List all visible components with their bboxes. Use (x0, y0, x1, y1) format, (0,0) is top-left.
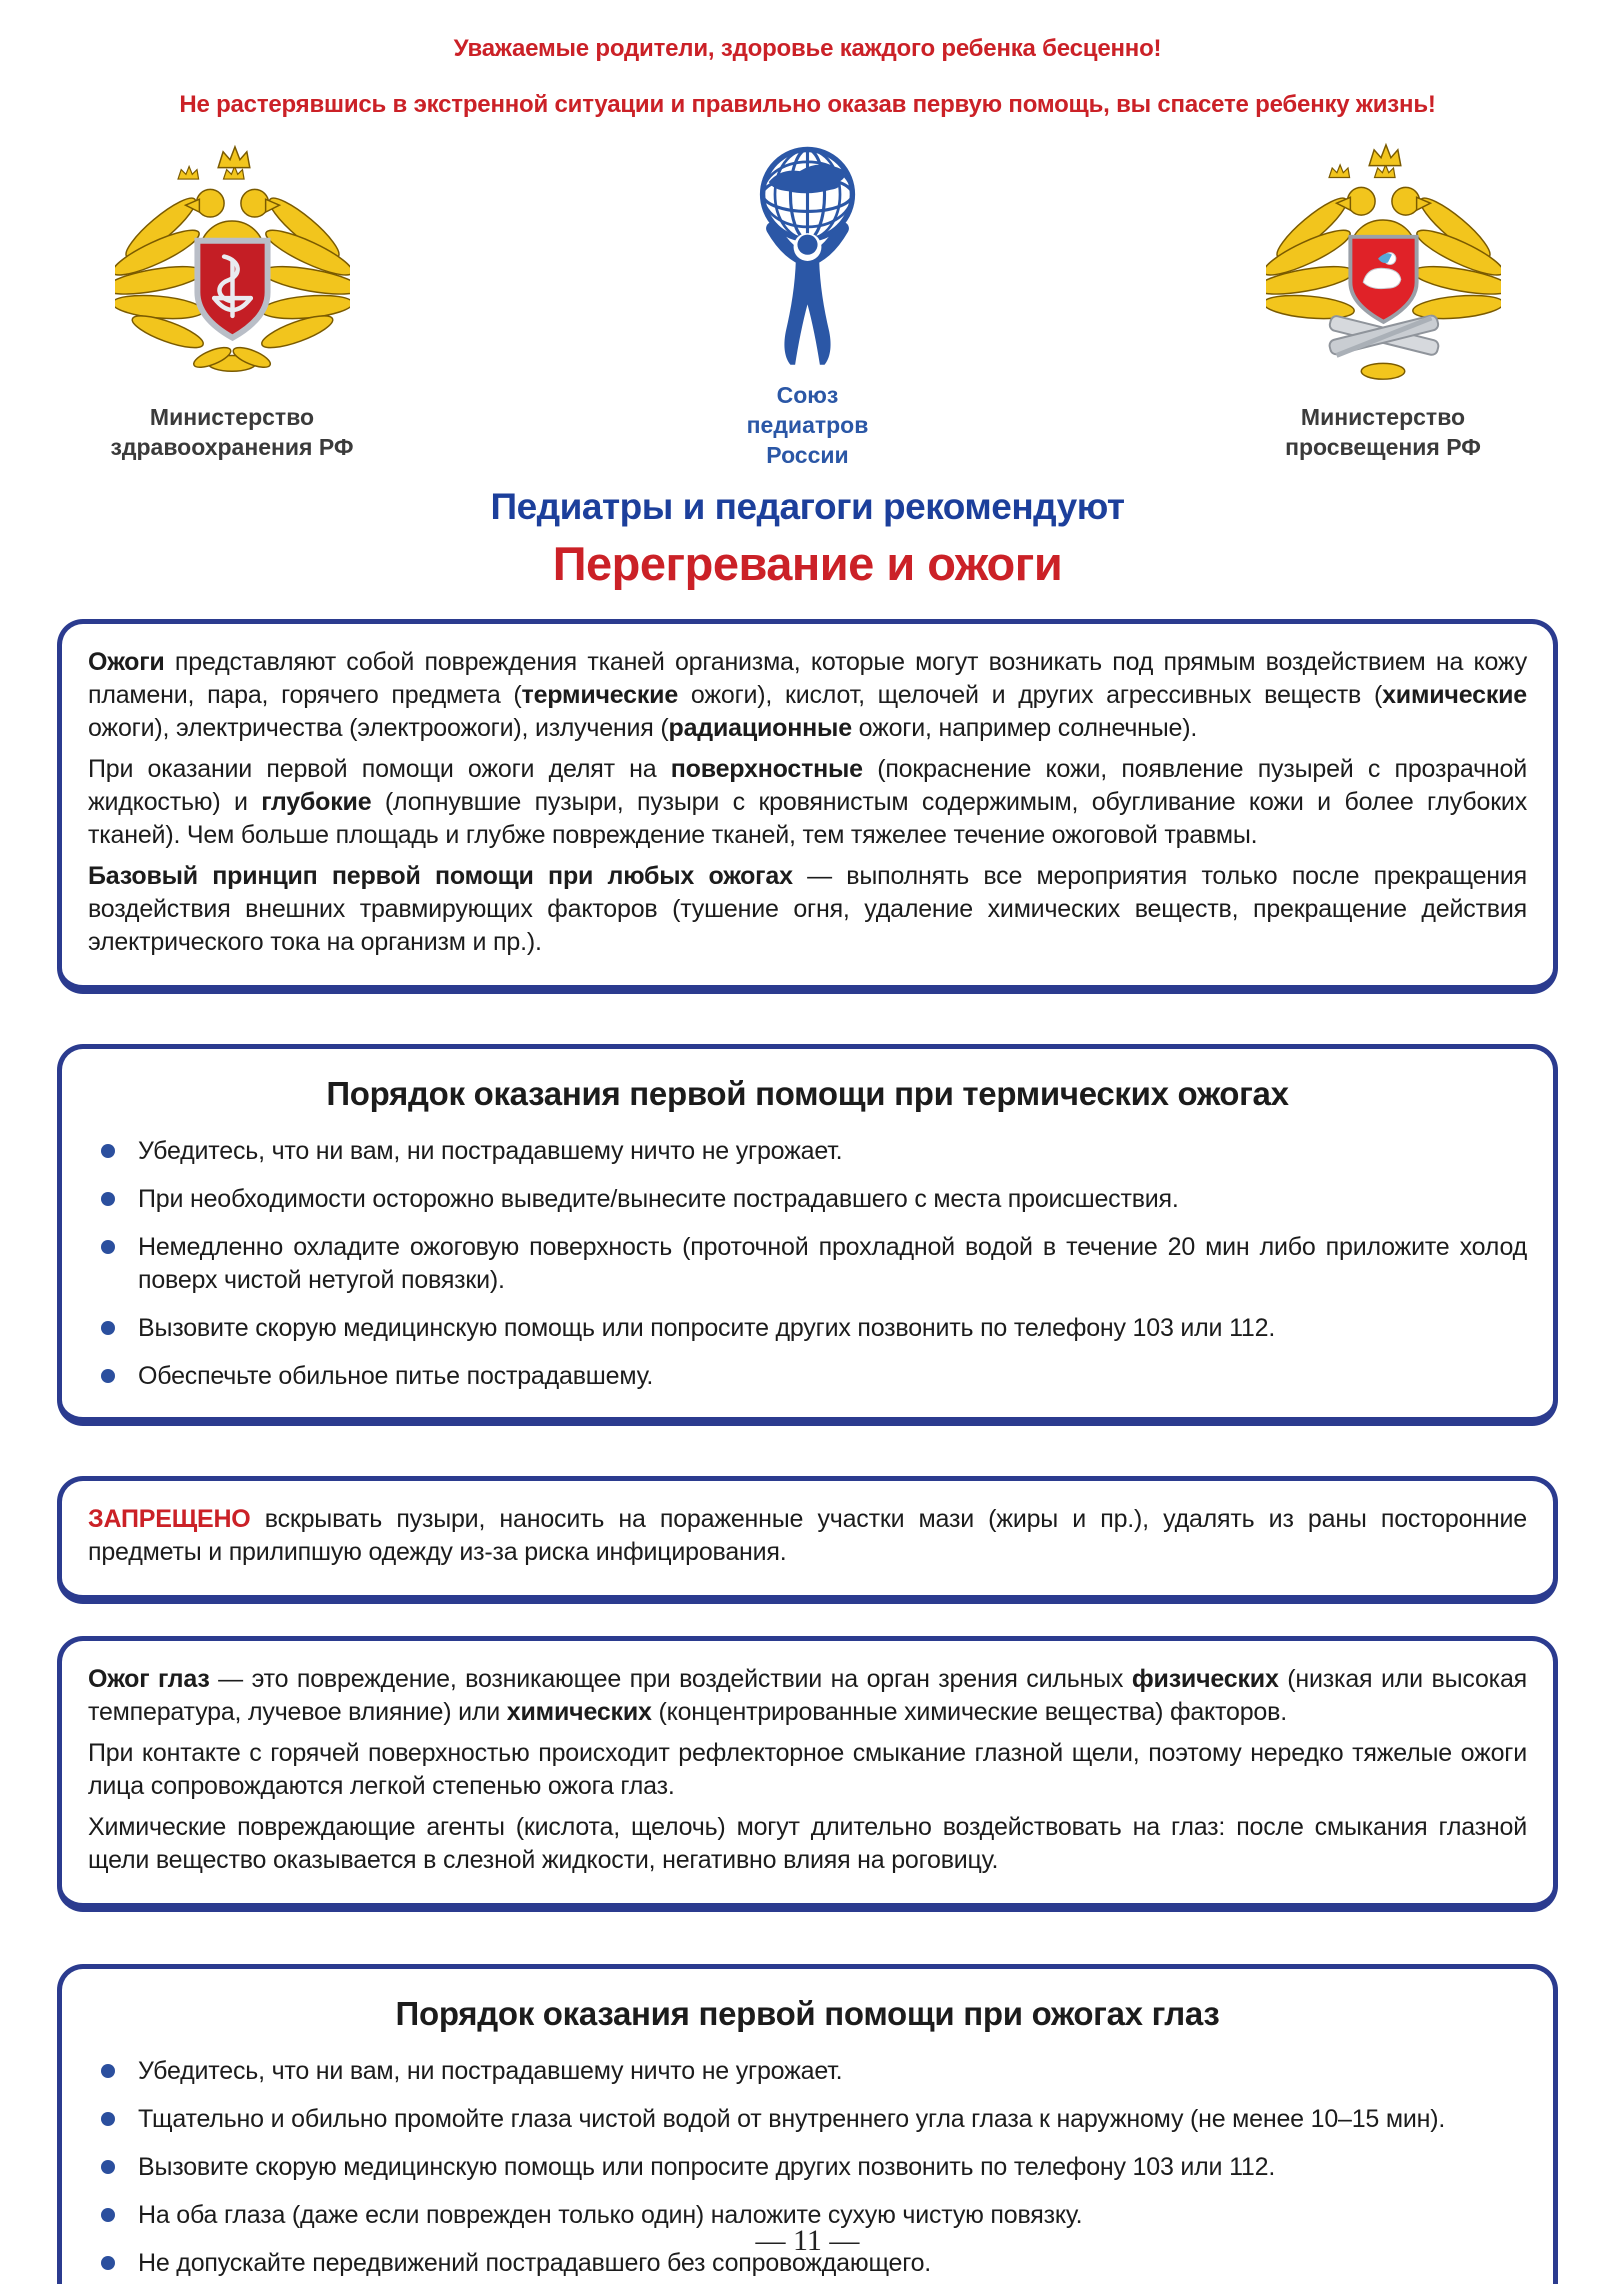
eye-burn-paragraph: Ожог глаз — это повреждение, возникающее при воздействии на орган зрения сильных физических (низкая или высокая температура, лучевое влияние) или химических (концентрированные химические вещества) факторов. (88, 1665, 1527, 1726)
intro-box (57, 619, 1558, 994)
bullet-icon (101, 1369, 115, 1383)
intro-paragraph: При оказании первой помощи ожоги делят на поверхностные (покраснение кожи, появление пузырей с прозрачной жидкостью) и глубокие (лопнувшие пузыри, пузыри с кровянистым содержимым, обугливание кожи и более глубоких тканей). Чем больше площадь и глубже повреждение тканей, тем тяжелее течение ожоговой травмы. (88, 755, 1527, 849)
bullet-icon (101, 1144, 115, 1158)
bullet-icon (101, 1321, 115, 1335)
bullet-text: На оба глаза (даже если поврежден только один) наложите сухую чистую повязку. (138, 2201, 1083, 2229)
thermal-aid-list (88, 1135, 1527, 1393)
bullet-text: Вызовите скорую медицинскую помощь или попросите других позвонить по телефону 103 или 112. (138, 1314, 1276, 1342)
logos-row (0, 134, 1615, 470)
bullet-text: Убедитесь, что ни вам, ни пострадавшему ничто не угрожает. (138, 2057, 843, 2085)
eye-aid-title: Порядок оказания первой помощи при ожогах глаз (395, 1995, 1220, 2032)
forbidden-box (57, 1476, 1558, 1604)
intro-paragraph: Базовый принцип первой помощи при любых ожогах — выполнять все мероприятия только после прекращения воздействия внешних травмирующих факторов (тушение огня, удаление химических веществ, прекращение действия электрического тока на организм и пр.). (88, 862, 1527, 956)
bullet-text: Обеспечьте обильное питье пострадавшему. (138, 1362, 654, 1390)
list-item (88, 1312, 1527, 1345)
bullet-icon (101, 2112, 115, 2126)
list-item (88, 1231, 1527, 1297)
eye-burn-info-box (57, 1636, 1558, 1912)
list-item (88, 2151, 1527, 2184)
recommend-subtitle: Педиатры и педагоги рекомендуют (490, 486, 1125, 527)
forbidden-text: ЗАПРЕЩЕНО вскрывать пузыри, наносить на пораженные участки мази (жиры и пр.), удалять из раны посторонние предметы и прилипшую одежду из-за риска инфицирования. (88, 1505, 1527, 1566)
bullet-text: При необходимости осторожно выведите/вынесите пострадавшего с места происшествия. (138, 1185, 1179, 1213)
pediatric-union-caption: Союз педиатров России (746, 382, 869, 468)
bullet-icon (101, 2064, 115, 2078)
health-ministry-emblem-icon (115, 134, 350, 396)
pediatric-union-logo-block (658, 134, 958, 470)
thermal-aid-box (57, 1044, 1558, 1426)
bullet-text: Немедленно охладите ожоговую поверхность (проточной прохладной водой в течение 20 мин либо приложите холод поверх чистой нетугой повязки). (138, 1233, 1527, 1294)
bullet-text: Тщательно и обильно промойте глаза чистой водой от внутреннего угла глаза к наружному (не менее 10–15 мин). (138, 2105, 1446, 2133)
pediatric-union-icon (730, 134, 885, 374)
list-item (88, 1183, 1527, 1216)
bullet-icon (101, 2208, 115, 2222)
header-line-2: Не растерявшись в экстренной ситуации и правильно оказав первую помощь, вы спасете ребенку жизнь! (179, 91, 1436, 118)
eagle-right-wing (258, 191, 349, 354)
list-item (88, 2055, 1527, 2088)
health-ministry-caption: Министерство здравоохранения РФ (110, 404, 354, 460)
bullet-text: Вызовите скорую медицинскую помощь или попросите других позвонить по телефону 103 или 112. (138, 2153, 1276, 2181)
eye-burn-paragraph: Химические повреждающие агенты (кислота, щелочь) могут длительно воздействовать на глаз: после смыкания глазной щели вещество оказывается в слезной жидкости, негативно влияя на роговицу. (88, 1813, 1527, 1874)
education-ministry-emblem-icon (1266, 134, 1501, 396)
education-ministry-logo-block (1203, 134, 1563, 462)
header-line-1: Уважаемые родители, здоровье каждого ребенка бесценно! (453, 35, 1162, 62)
health-ministry-logo-block (52, 134, 412, 462)
eye-burn-paragraph: При контакте с горячей поверхностью происходит рефлекторное смыкание глазной щели, поэтому нередко тяжелые ожоги лица сопровождаются легкой степенью ожога глаз. (88, 1739, 1527, 1800)
intro-paragraph: Ожоги представляют собой повреждения тканей организма, которые могут возникать под прямым воздействием на кожу пламени, пара, горячего предмета (термические ожоги), кислот, щелочей и других агрессивных веществ (химические ожоги), электричества (электроожоги), излучения (радиационные ожоги, например солнечные). (88, 648, 1528, 742)
eagle-left-wing (115, 191, 206, 354)
list-item (88, 1135, 1527, 1168)
bullet-icon (101, 1240, 115, 1254)
bullet-icon (101, 2256, 115, 2270)
thermal-aid-title: Порядок оказания первой помощи при термических ожогах (326, 1075, 1289, 1112)
education-ministry-caption: Министерство просвещения РФ (1285, 404, 1481, 460)
bullet-icon (101, 2160, 115, 2174)
list-item (88, 1360, 1527, 1393)
bullet-text: Не допускайте передвижений пострадавшего без сопровождающего. (138, 2249, 932, 2277)
bullet-icon (101, 1192, 115, 1206)
bullet-text: Убедитесь, что ни вам, ни пострадавшему ничто не угрожает. (138, 1137, 843, 1165)
header (0, 0, 1615, 120)
list-item (88, 2103, 1527, 2136)
page-number: — 11 — (755, 2224, 860, 2257)
child-figure (773, 228, 843, 364)
page-title: Перегревание и ожоги (552, 537, 1063, 590)
